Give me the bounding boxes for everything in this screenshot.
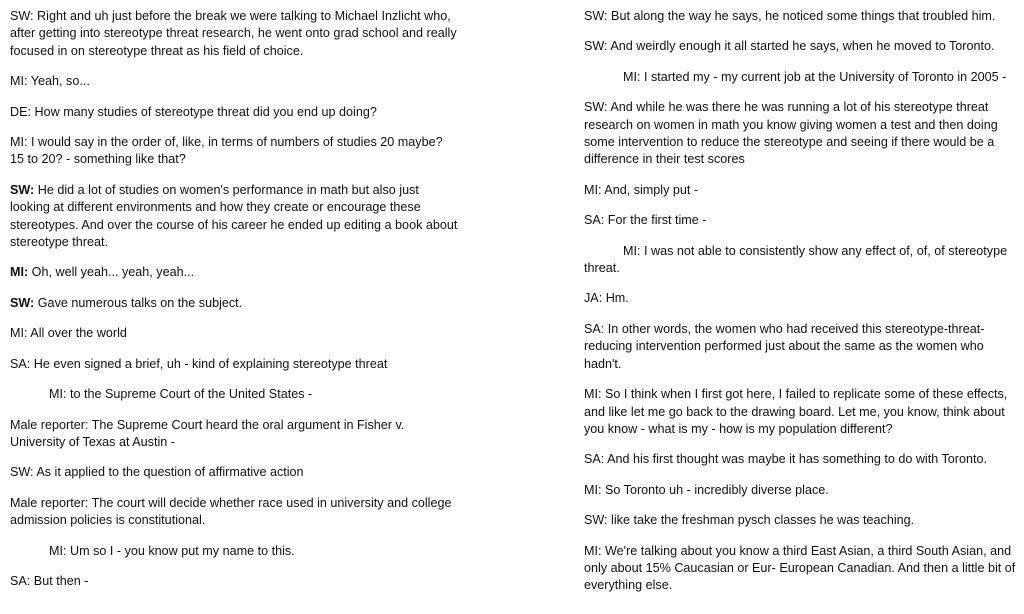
line-text: Right and uh just before the break we were talking to Michael Inzlicht who, after getting into stereotype threat research, he went onto grad school and really focused in on stereotype threat as his field of choice. [10,9,457,58]
transcript-line [584,38,1020,55]
transcript-line [584,243,1020,278]
line-text: The Supreme Court heard the oral argument in Fisher v. University of Texas at Austin - [10,417,405,449]
transcript-column-right [584,8,1020,608]
line-text: As it applied to the question of affirmative action [33,465,304,480]
line-text: We're talking about you know a third East Asian, a third South Asian, and only about 15% Caucasian or Eur- European Canadian. And then a little bit of everything else. [584,543,1016,593]
transcript-line [584,321,1020,373]
transcript-line [584,99,1020,169]
transcript-line [10,386,458,403]
speaker-label: SA: [10,356,31,371]
transcript-line [10,8,458,60]
speaker-label: MI: [49,543,67,558]
transcript-line [10,73,458,90]
transcript-line [584,512,1020,529]
speaker-label: MI: [10,135,28,150]
speaker-label: SA: [584,452,605,467]
speaker-label: SA: [10,573,31,588]
transcript-line [584,482,1020,499]
transcript-line [10,295,458,312]
speaker-label: SW: [10,9,34,23]
line-text: And his first thought was maybe it has something to do with Toronto. [604,452,988,467]
line-text: I would say in the order of, like, in terms of numbers of studies 20 maybe? 15 to 20? - something like that? [10,135,443,167]
transcript-line [584,386,1020,438]
speaker-label: SW: [10,295,35,310]
speaker-label: MI: [49,387,67,402]
transcript-line [10,573,458,590]
speaker-label: JA: [584,291,603,306]
speaker-label: SW: [584,39,608,54]
transcript-line [10,495,458,530]
line-text: So I think when I first got here, I failed to replicate some of these effects, and like let me go back to the drawing board. Let me, you know, think about you know - what is my - how is my population different? [584,387,1008,436]
speaker-label: MI: [623,243,641,258]
speaker-label: MI: [584,387,602,402]
transcript-column-left [10,8,458,603]
transcript-line [10,325,458,342]
transcript-line [10,543,458,560]
transcript-line [10,356,458,373]
transcript-line [584,290,1020,307]
line-text: And, simply put - [601,182,699,197]
line-text: Hm. [602,291,629,306]
speaker-label: MI: [10,326,28,341]
line-text: to the Supreme Court of the United States - [66,387,313,402]
line-text: But along the way he says, he noticed some things that troubled him. [607,9,996,23]
transcript-line [584,451,1020,468]
transcript-line [584,212,1020,229]
speaker-label: SW: [10,465,34,480]
speaker-label: MI: [584,482,602,497]
line-text: In other words, the women who had received this stereotype-threat-reducing intervention performed just about the same as the women who hadn't. [584,321,985,371]
line-text: He even signed a brief, uh - kind of explaining stereotype threat [30,356,388,371]
speaker-label: SA: [584,321,605,336]
speaker-label: SW: [584,9,608,23]
speaker-label: SW: [584,100,608,115]
speaker-label: MI: [10,265,29,280]
speaker-label: Male reporter: [10,495,89,510]
line-text: I was not able to consistently show any effect of, of, of stereotype threat. [584,243,1008,276]
line-text: For the first time - [604,213,707,228]
transcript-line [10,464,458,481]
transcript-line [10,104,458,121]
line-text: He did a lot of studies on women's performance in math but also just looking at different environments and how they create or encourage these stereotypes. And over the course of his career he ended up editing a book about stereotype threat. [10,182,458,250]
speaker-label: MI: [10,74,28,89]
transcript-line [10,182,458,252]
line-text: like take the freshman pysch classes he was teaching. [607,513,915,528]
line-text: All over the world [27,326,127,341]
line-text: The court will decide whether race used in university and college admission policies is constitutional. [10,495,452,528]
transcript-line [10,417,458,452]
line-text: And while he was there he was running a lot of his stereotype threat research on women in math you know giving women a test and then doing some intervention to reduce the stereotype and seeing if there would be a difference in their test scores [584,100,998,167]
transcript-line [584,543,1020,595]
speaker-label: MI: [623,69,641,84]
line-text: How many studies of stereotype threat did you end up doing? [31,104,377,119]
speaker-label: MI: [584,182,602,197]
line-text: Um so I - you know put my name to this. [66,543,295,558]
line-text: Yeah, so... [27,74,90,89]
line-text: And weirdly enough it all started he says, when he moved to Toronto. [607,39,995,54]
speaker-label: SA: [584,213,605,228]
line-text: But then - [30,573,89,588]
line-text: So Toronto uh - incredibly diverse place. [601,482,829,497]
speaker-label: SW: [584,513,608,528]
transcript-line [10,264,458,281]
speaker-label: Male reporter: [10,417,89,432]
transcript-line [584,8,1020,25]
transcript-line [584,69,1020,86]
transcript-line [584,182,1020,199]
speaker-label: MI: [584,543,602,558]
line-text: I started my - my current job at the University of Toronto in 2005 - [640,69,1007,84]
line-text: Gave numerous talks on the subject. [34,295,243,310]
line-text: Oh, well yeah... yeah, yeah... [28,265,195,280]
transcript-line [10,134,458,169]
speaker-label: DE: [10,104,31,119]
speaker-label: SW: [10,182,35,197]
